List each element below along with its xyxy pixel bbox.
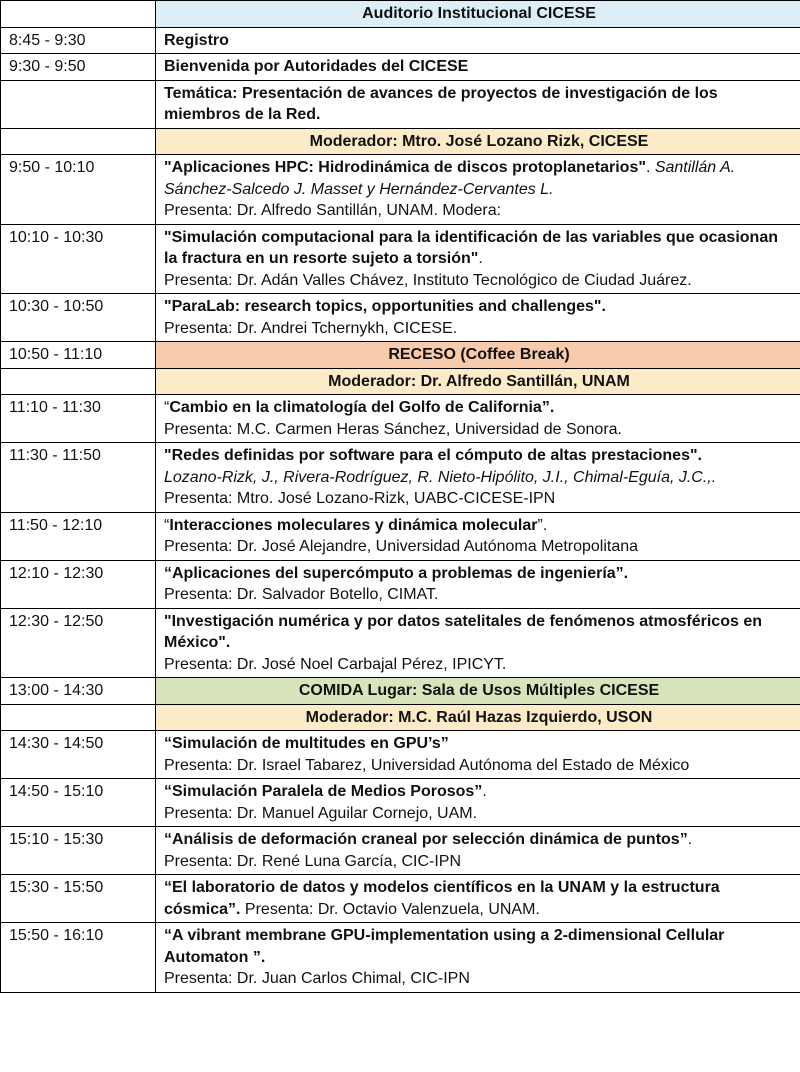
time-slot: 10:30 - 10:50 (1, 294, 156, 342)
talk-title: “Simulación Paralela de Medios Porosos” (164, 783, 483, 800)
time-slot (1, 128, 156, 155)
table-row (1, 560, 800, 608)
talk-presenter: Presenta: Dr. José Noel Carbajal Pérez, IPICYT. (164, 655, 507, 673)
moderator-label: Moderador: Mtro. José Lozano Rizk, CICESE (156, 128, 800, 155)
talk-cell (156, 155, 800, 225)
table-row (1, 779, 800, 827)
moderator-row (1, 128, 800, 155)
talk-punctuation: ”. (537, 516, 548, 534)
table-row (1, 80, 800, 128)
talk-cell (156, 512, 800, 560)
time-slot: 11:50 - 12:10 (1, 512, 156, 560)
talk-cell (156, 875, 800, 923)
time-slot: 12:10 - 12:30 (1, 560, 156, 608)
session-title: Registro (164, 31, 229, 49)
talk-cell (156, 779, 800, 827)
talk-presenter: Presenta: Dr. Salvador Botello, CIMAT. (164, 586, 439, 603)
moderator-row (1, 368, 800, 395)
time-slot: 14:30 - 14:50 (1, 731, 156, 779)
time-slot: 10:50 - 11:10 (1, 342, 156, 369)
talk-presenter: Presenta: Dr. Adán Valles Chávez, Instituto Tecnológico de Ciudad Juárez. (164, 271, 692, 289)
talk-cell (156, 731, 800, 779)
talk-cell (156, 560, 800, 608)
talk-presenter: Presenta: Dr. René Luna García, CIC-IPN (164, 852, 462, 870)
time-slot: 14:50 - 15:10 (1, 779, 156, 827)
time-slot: 15:10 - 15:30 (1, 827, 156, 875)
talk-presenter: Presenta: Dr. Juan Carlos Chimal, CIC-IPN (164, 970, 470, 987)
table-row (1, 923, 800, 993)
talk-open-quote: “ (164, 516, 170, 534)
moderator-label: Moderador: M.C. Raúl Hazas Izquierdo, USON (156, 704, 800, 731)
talk-cell (156, 395, 800, 443)
session-title: Bienvenida por Autoridades del CICESE (164, 58, 469, 75)
table-row (1, 731, 800, 779)
talk-title: "Investigación numérica y por datos satelitales de fenómenos atmosféricos en México". (164, 612, 762, 651)
theme-text: Temática: Presentación de avances de proyectos de investigación de los miembros de la Red. (164, 84, 718, 123)
coffee-break-label: RECESO (Coffee Break) (156, 342, 800, 369)
table-row (1, 155, 800, 225)
talk-punctuation: . (645, 159, 655, 176)
talk-title: “Simulación de multitudes en GPU’s” (164, 735, 449, 752)
lunch-label: COMIDA Lugar: Sala de Usos Múltiples CICESE (156, 678, 800, 705)
time-slot: 8:45 - 9:30 (1, 27, 156, 54)
table-row (1, 443, 800, 513)
table-row (1, 827, 800, 875)
moderator-row (1, 704, 800, 731)
talk-cell (156, 827, 800, 875)
talk-presenter: Presenta: M.C. Carmen Heras Sánchez, Universidad de Sonora. (164, 420, 622, 438)
time-slot: 15:50 - 16:10 (1, 923, 156, 993)
talk-punctuation: . (482, 783, 487, 800)
talk-cell (156, 294, 800, 342)
time-slot: 9:30 - 9:50 (1, 54, 156, 81)
talk-presenter: Presenta: Dr. Manuel Aguilar Cornejo, UAM. (164, 804, 478, 822)
time-slot (1, 368, 156, 395)
time-slot (1, 80, 156, 128)
table-row (1, 395, 800, 443)
table-row (1, 27, 800, 54)
break-row (1, 342, 800, 369)
talk-cell (156, 608, 800, 678)
time-slot: 11:30 - 11:50 (1, 443, 156, 513)
theme-cell (156, 80, 800, 128)
table-row (1, 875, 800, 923)
time-slot: 11:10 - 11:30 (1, 395, 156, 443)
talk-cell (156, 443, 800, 513)
table-cell (1, 1, 156, 28)
talk-cell (156, 923, 800, 993)
talk-title: “Aplicaciones del supercómputo a problemas de ingeniería”. (164, 564, 629, 582)
talk-presenter: Presenta: Dr. Alfredo Santillán, UNAM. Modera: (164, 202, 502, 219)
talk-title: Cambio en la climatología del Golfo de California”. (169, 399, 555, 416)
talk-punctuation: . (687, 831, 693, 848)
talk-authors: Lozano-Rizk, J., Rivera-Rodríguez, R. Nieto-Hipólito, J.I., Chimal-Eguía, J.C.,. (164, 468, 717, 486)
talk-punctuation: . (478, 250, 483, 267)
talk-title: “A vibrant membrane GPU-implementation using a 2-dimensional Cellular Automaton ”. (164, 927, 725, 966)
talk-title: "Simulación computacional para la identificación de las variables que ocasionan la fractura en un resorte sujeto a torsión" (164, 228, 778, 267)
time-slot: 9:50 - 10:10 (1, 155, 156, 225)
talk-presenter: Presenta: Mtro. José Lozano-Rizk, UABC-CICESE-IPN (164, 490, 556, 507)
talk-presenter: Presenta: Dr. Octavio Valenzuela, UNAM. (240, 900, 540, 918)
moderator-label: Moderador: Dr. Alfredo Santillán, UNAM (156, 368, 800, 395)
venue-header-row (1, 1, 800, 28)
talk-presenter: Presenta: Dr. Israel Tabarez, Universidad Autónoma del Estado de México (164, 756, 690, 774)
session-cell (156, 54, 800, 81)
table-row (1, 54, 800, 81)
talk-presenter: Presenta: Dr. José Alejandre, Universidad Autónoma Metropolitana (164, 538, 639, 555)
talk-title: "ParaLab: research topics, opportunities and challenges". (164, 298, 606, 315)
time-slot: 13:00 - 14:30 (1, 678, 156, 705)
time-slot: 12:30 - 12:50 (1, 608, 156, 678)
talk-cell (156, 224, 800, 294)
talk-open-quote: “ (164, 399, 170, 416)
session-cell (156, 27, 800, 54)
time-slot (1, 704, 156, 731)
talk-title: "Aplicaciones HPC: Hidrodinámica de discos protoplanetarios" (164, 159, 646, 176)
time-slot: 10:10 - 10:30 (1, 224, 156, 294)
talk-title: “Análisis de deformación craneal por selección dinámica de puntos” (164, 831, 688, 848)
venue-title: Auditorio Institucional CICESE (156, 1, 800, 28)
table-row (1, 224, 800, 294)
table-row (1, 512, 800, 560)
talk-title: “El laboratorio de datos y modelos científicos en la UNAM y la estructura cósmica”. (164, 879, 720, 918)
table-row (1, 294, 800, 342)
talk-title: "Redes definidas por software para el cómputo de altas prestaciones". (164, 447, 702, 464)
time-slot: 15:30 - 15:50 (1, 875, 156, 923)
lunch-row (1, 678, 800, 705)
talk-title: Interacciones moleculares y dinámica molecular (169, 516, 538, 534)
talk-presenter: Presenta: Dr. Andrei Tchernykh, CICESE. (164, 319, 458, 337)
talk-authors: Santillán A. Sánchez-Salcedo J. Masset y Hernández-Cervantes L. (164, 159, 736, 198)
table-row (1, 608, 800, 678)
